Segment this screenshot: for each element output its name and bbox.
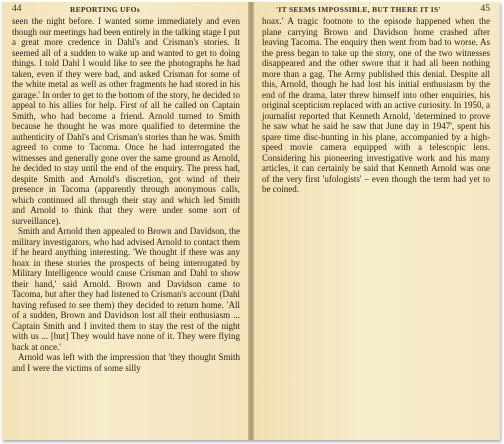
right-page-body bbox=[262, 16, 490, 195]
page-number: 44 bbox=[12, 4, 22, 14]
paragraph: Arnold was left with the impression that 'they thought Smith and I were the victims of some silly bbox=[12, 352, 240, 373]
right-page-header bbox=[264, 4, 490, 16]
paragraph: hoax.' A tragic footnote to the episode happened when the plane carrying Brown and Davidson home crashed after leaving Tacoma. The enquiry then went from bad to worse. As the press began to take up the story, one of the two witnesses disappeared and the other swore that it had all been nothing more than a gag. The Army published this denial. Despite all this, Arnold, though he had lost his initial enthusiasm by the end of the drama, later threw himself into other enquiries, his original scepticism replaced with an active curiosity. In 1950, a journalist reported that Kenneth Arnold, 'determined to prove he saw what he said he saw that June day in 1947', spent his spare time disc-hunting in his plane, accompanied by a high-speed movie camera equipped with a telescopic lens. Considering his pioneering investigative work and his many articles, it can certainly be said that Kenneth Arnold was one of the very first 'ufologists' – even though the term had yet to be coined. bbox=[262, 16, 490, 194]
running-head: REPORTING UFOs bbox=[70, 5, 140, 14]
left-page-body bbox=[12, 16, 240, 373]
left-page-header bbox=[12, 4, 238, 16]
running-head: 'IT SEEMS IMPOSSIBLE, BUT THERE IT IS' bbox=[276, 5, 441, 14]
page-number: 45 bbox=[480, 4, 490, 14]
paragraph: Smith and Arnold then appealed to Brown and Davidson, the military investigators, who had advised Arnold to contact them if he heard anything interesting. 'We thought if there was any hoax in these stories the prospects of being interrogated by Military Intelligence would cause Crisman and Dahl to show their hand,' said Arnold. Brown and Davidson came to Tacoma, but after they had listened to Crisman's account (Dahl having refused to see them) they decided to return home. 'All of a sudden, Brown and Davidson lost all their enthusiasm ... Captain Smith and I invited them to stay the rest of the night with us ... [but] They would have none of it. They were flying back at once.' bbox=[12, 226, 240, 352]
book-spread bbox=[2, 2, 500, 440]
left-page bbox=[2, 2, 248, 440]
right-page bbox=[254, 2, 500, 440]
paragraph: seen the night before. I wanted some immediately and even though our meetings had been entirely in the talking stage I put a great more credence in Dahl's and Crisman's stories. It seemed all of a sudden to wake up and wanted to get to doing things. I told Dahl I would like to see the photographs he had taken, even if they were bad, and asked Crisman for some of the white metal as well as other fragments he had stored in his garage.' In order to get to the bottom of the story, he decided to appeal to his allies for help. First of all he called on Captain Smith, who had become a friend. Arnold turned to Smith because he thought he was more qualified to determine the authenticity of Dahl's and Crisman's stories than he was. Smith agreed to come to Tacoma. Once he had interrogated the witnesses and generally gone over the same ground as Arnold, he decided to stay until the end of the enquiry. The press had, despite Smith and Arnold's discretion, got wind of their presence in Tacoma (apparently through anonymous calls, which continued all through their stay and which led Smith and Arnold to think that they were under some sort of surveillance). bbox=[12, 16, 240, 226]
